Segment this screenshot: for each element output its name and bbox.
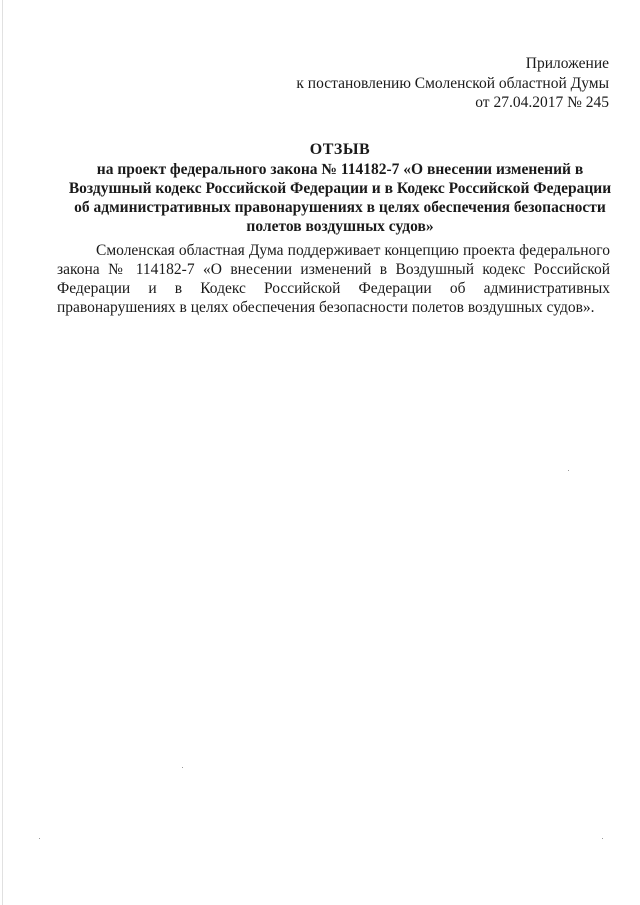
appendix-header (296, 54, 609, 113)
appendix-label: Приложение (525, 55, 609, 72)
scan-speck (602, 838, 603, 839)
document-title (40, 140, 640, 236)
scan-speck (182, 767, 183, 768)
appendix-resolution: к постановлению Смоленской областной Думы (296, 74, 609, 92)
body-paragraph (57, 241, 610, 317)
body-line: Смоленская областная Дума поддерживает концепцию проекта федерального (96, 242, 610, 259)
body-line: закона № 114182-7 «О внесении изменений в Воздушный кодекс Российской (57, 261, 610, 278)
title-line: на проект федерального закона № 114182-7 «О внесении изменений в (96, 161, 584, 178)
appendix-date-number: от 27.04.2017 № 245 (475, 94, 609, 111)
title-line: об административных правонарушениях в целях обеспечения безопасности (74, 199, 606, 216)
title-line: Воздушный кодекс Российской Федерации и в Кодекс Российской Федерации (68, 180, 612, 197)
body-line: Федерации и в Кодекс Российской Федерации об административных (57, 280, 610, 297)
title-heading: ОТЗЫВ (309, 141, 371, 158)
body-line: правонарушениях в целях обеспечения безопасности полетов воздушных судов». (57, 299, 595, 316)
scan-speck (568, 470, 569, 471)
scan-speck (39, 838, 40, 839)
scan-edge (2, 0, 3, 905)
title-subject (40, 160, 640, 236)
title-line: полетов воздушных судов» (246, 218, 434, 235)
